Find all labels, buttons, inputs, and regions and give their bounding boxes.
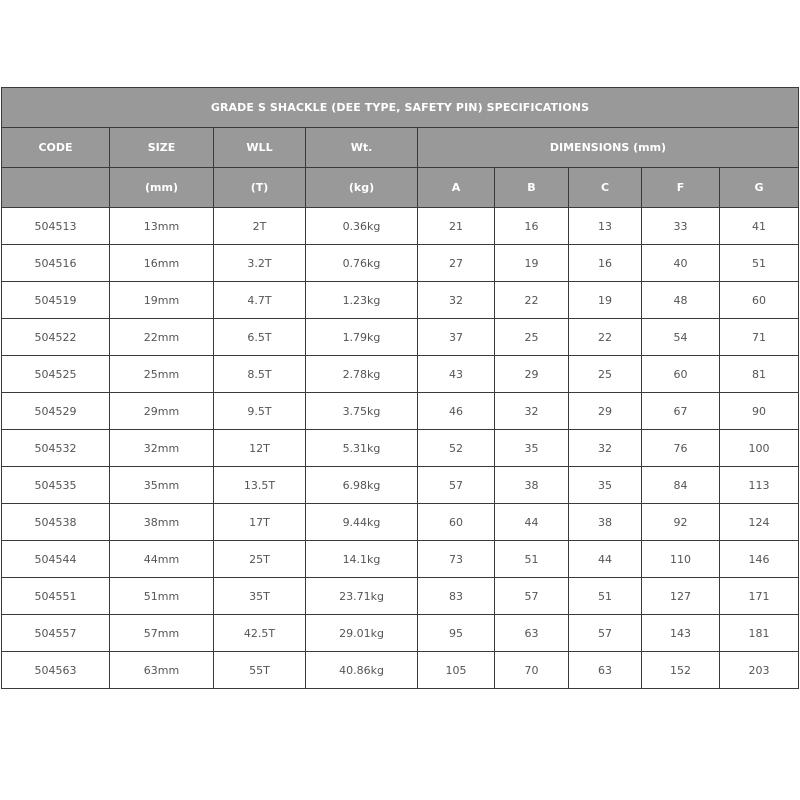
cell-dim-a: 46 bbox=[418, 393, 495, 430]
cell-dim-f: 54 bbox=[642, 319, 720, 356]
cell-code: 504532 bbox=[2, 430, 110, 467]
cell-dim-a: 57 bbox=[418, 467, 495, 504]
cell-dim-b: 29 bbox=[495, 356, 569, 393]
table-row bbox=[2, 578, 799, 615]
cell-code: 504551 bbox=[2, 578, 110, 615]
table-title: GRADE S SHACKLE (DEE TYPE, SAFETY PIN) SPECIFICATIONS bbox=[2, 88, 799, 128]
cell-weight: 6.98kg bbox=[306, 467, 418, 504]
cell-dim-b: 16 bbox=[495, 208, 569, 245]
cell-code: 504519 bbox=[2, 282, 110, 319]
cell-dim-f: 127 bbox=[642, 578, 720, 615]
cell-dim-c: 29 bbox=[569, 393, 642, 430]
dim-b-header: B bbox=[495, 168, 569, 208]
cell-dim-f: 84 bbox=[642, 467, 720, 504]
cell-code: 504525 bbox=[2, 356, 110, 393]
cell-wll: 12T bbox=[214, 430, 306, 467]
cell-size: 35mm bbox=[110, 467, 214, 504]
cell-dim-c: 25 bbox=[569, 356, 642, 393]
cell-code: 504513 bbox=[2, 208, 110, 245]
cell-wll: 3.2T bbox=[214, 245, 306, 282]
cell-size: 29mm bbox=[110, 393, 214, 430]
cell-dim-b: 38 bbox=[495, 467, 569, 504]
cell-weight: 1.23kg bbox=[306, 282, 418, 319]
table-row bbox=[2, 208, 799, 245]
cell-dim-f: 152 bbox=[642, 652, 720, 689]
cell-dim-g: 124 bbox=[720, 504, 799, 541]
cell-dim-f: 143 bbox=[642, 615, 720, 652]
cell-weight: 40.86kg bbox=[306, 652, 418, 689]
cell-dim-b: 19 bbox=[495, 245, 569, 282]
table-row bbox=[2, 615, 799, 652]
cell-size: 25mm bbox=[110, 356, 214, 393]
cell-weight: 29.01kg bbox=[306, 615, 418, 652]
cell-dim-f: 60 bbox=[642, 356, 720, 393]
cell-wll: 17T bbox=[214, 504, 306, 541]
table-row bbox=[2, 541, 799, 578]
cell-size: 44mm bbox=[110, 541, 214, 578]
cell-wll: 2T bbox=[214, 208, 306, 245]
cell-dim-f: 67 bbox=[642, 393, 720, 430]
table-row bbox=[2, 652, 799, 689]
cell-dim-g: 51 bbox=[720, 245, 799, 282]
table-row bbox=[2, 430, 799, 467]
table-row bbox=[2, 467, 799, 504]
cell-dim-a: 95 bbox=[418, 615, 495, 652]
cell-weight: 2.78kg bbox=[306, 356, 418, 393]
cell-wll: 13.5T bbox=[214, 467, 306, 504]
cell-dim-g: 113 bbox=[720, 467, 799, 504]
cell-dim-c: 63 bbox=[569, 652, 642, 689]
cell-code: 504522 bbox=[2, 319, 110, 356]
cell-size: 63mm bbox=[110, 652, 214, 689]
cell-dim-b: 22 bbox=[495, 282, 569, 319]
cell-dim-a: 32 bbox=[418, 282, 495, 319]
dim-g-header: G bbox=[720, 168, 799, 208]
cell-dim-b: 35 bbox=[495, 430, 569, 467]
cell-dim-f: 33 bbox=[642, 208, 720, 245]
cell-dim-c: 44 bbox=[569, 541, 642, 578]
cell-dim-b: 70 bbox=[495, 652, 569, 689]
table-row bbox=[2, 356, 799, 393]
dim-f-header: F bbox=[642, 168, 720, 208]
cell-dim-b: 44 bbox=[495, 504, 569, 541]
cell-wll: 4.7T bbox=[214, 282, 306, 319]
cell-wll: 8.5T bbox=[214, 356, 306, 393]
spec-table bbox=[1, 87, 799, 689]
cell-dim-c: 16 bbox=[569, 245, 642, 282]
cell-dim-b: 32 bbox=[495, 393, 569, 430]
cell-dim-a: 37 bbox=[418, 319, 495, 356]
cell-size: 38mm bbox=[110, 504, 214, 541]
cell-dim-c: 35 bbox=[569, 467, 642, 504]
cell-dim-a: 43 bbox=[418, 356, 495, 393]
cell-code: 504535 bbox=[2, 467, 110, 504]
cell-code: 504544 bbox=[2, 541, 110, 578]
cell-dim-b: 63 bbox=[495, 615, 569, 652]
cell-weight: 0.36kg bbox=[306, 208, 418, 245]
cell-wll: 35T bbox=[214, 578, 306, 615]
cell-size: 51mm bbox=[110, 578, 214, 615]
cell-dim-c: 13 bbox=[569, 208, 642, 245]
header-wll: WLL bbox=[214, 128, 306, 168]
cell-dim-f: 92 bbox=[642, 504, 720, 541]
table-row bbox=[2, 393, 799, 430]
cell-dim-a: 83 bbox=[418, 578, 495, 615]
cell-weight: 9.44kg bbox=[306, 504, 418, 541]
cell-dim-a: 27 bbox=[418, 245, 495, 282]
dim-a-header: A bbox=[418, 168, 495, 208]
cell-dim-g: 203 bbox=[720, 652, 799, 689]
cell-dim-a: 21 bbox=[418, 208, 495, 245]
cell-weight: 23.71kg bbox=[306, 578, 418, 615]
cell-dim-a: 52 bbox=[418, 430, 495, 467]
cell-size: 22mm bbox=[110, 319, 214, 356]
cell-dim-f: 110 bbox=[642, 541, 720, 578]
cell-wll: 25T bbox=[214, 541, 306, 578]
dim-c-header: C bbox=[569, 168, 642, 208]
cell-code: 504557 bbox=[2, 615, 110, 652]
header-wt: Wt. bbox=[306, 128, 418, 168]
cell-dim-f: 48 bbox=[642, 282, 720, 319]
cell-dim-b: 57 bbox=[495, 578, 569, 615]
cell-dim-g: 171 bbox=[720, 578, 799, 615]
cell-size: 16mm bbox=[110, 245, 214, 282]
cell-wll: 9.5T bbox=[214, 393, 306, 430]
cell-dim-g: 41 bbox=[720, 208, 799, 245]
table-row bbox=[2, 282, 799, 319]
title-row bbox=[2, 88, 799, 128]
cell-dim-c: 32 bbox=[569, 430, 642, 467]
units-row bbox=[2, 168, 799, 208]
unit-wt: (kg) bbox=[306, 168, 418, 208]
cell-dim-c: 22 bbox=[569, 319, 642, 356]
cell-dim-a: 105 bbox=[418, 652, 495, 689]
cell-dim-g: 181 bbox=[720, 615, 799, 652]
cell-weight: 0.76kg bbox=[306, 245, 418, 282]
cell-dim-c: 51 bbox=[569, 578, 642, 615]
cell-dim-g: 71 bbox=[720, 319, 799, 356]
cell-dim-g: 90 bbox=[720, 393, 799, 430]
cell-code: 504516 bbox=[2, 245, 110, 282]
cell-dim-g: 81 bbox=[720, 356, 799, 393]
cell-size: 13mm bbox=[110, 208, 214, 245]
cell-dim-c: 19 bbox=[569, 282, 642, 319]
header-size: SIZE bbox=[110, 128, 214, 168]
cell-dim-a: 60 bbox=[418, 504, 495, 541]
cell-dim-g: 60 bbox=[720, 282, 799, 319]
cell-dim-b: 51 bbox=[495, 541, 569, 578]
header-code: CODE bbox=[2, 128, 110, 168]
cell-code: 504538 bbox=[2, 504, 110, 541]
cell-dim-b: 25 bbox=[495, 319, 569, 356]
cell-wll: 55T bbox=[214, 652, 306, 689]
cell-dim-f: 76 bbox=[642, 430, 720, 467]
table-row bbox=[2, 245, 799, 282]
cell-size: 57mm bbox=[110, 615, 214, 652]
cell-size: 32mm bbox=[110, 430, 214, 467]
cell-weight: 14.1kg bbox=[306, 541, 418, 578]
cell-dim-g: 146 bbox=[720, 541, 799, 578]
table-row bbox=[2, 319, 799, 356]
cell-wll: 6.5T bbox=[214, 319, 306, 356]
cell-size: 19mm bbox=[110, 282, 214, 319]
cell-code: 504529 bbox=[2, 393, 110, 430]
cell-dim-f: 40 bbox=[642, 245, 720, 282]
header-dimensions: DIMENSIONS (mm) bbox=[418, 128, 799, 168]
cell-dim-c: 38 bbox=[569, 504, 642, 541]
cell-dim-g: 100 bbox=[720, 430, 799, 467]
cell-wll: 42.5T bbox=[214, 615, 306, 652]
cell-code: 504563 bbox=[2, 652, 110, 689]
header-row bbox=[2, 128, 799, 168]
cell-dim-c: 57 bbox=[569, 615, 642, 652]
cell-weight: 1.79kg bbox=[306, 319, 418, 356]
cell-dim-a: 73 bbox=[418, 541, 495, 578]
unit-wll: (T) bbox=[214, 168, 306, 208]
table-row bbox=[2, 504, 799, 541]
unit-size: (mm) bbox=[110, 168, 214, 208]
cell-weight: 5.31kg bbox=[306, 430, 418, 467]
cell-weight: 3.75kg bbox=[306, 393, 418, 430]
unit-code bbox=[2, 168, 110, 208]
spec-body bbox=[2, 208, 799, 689]
